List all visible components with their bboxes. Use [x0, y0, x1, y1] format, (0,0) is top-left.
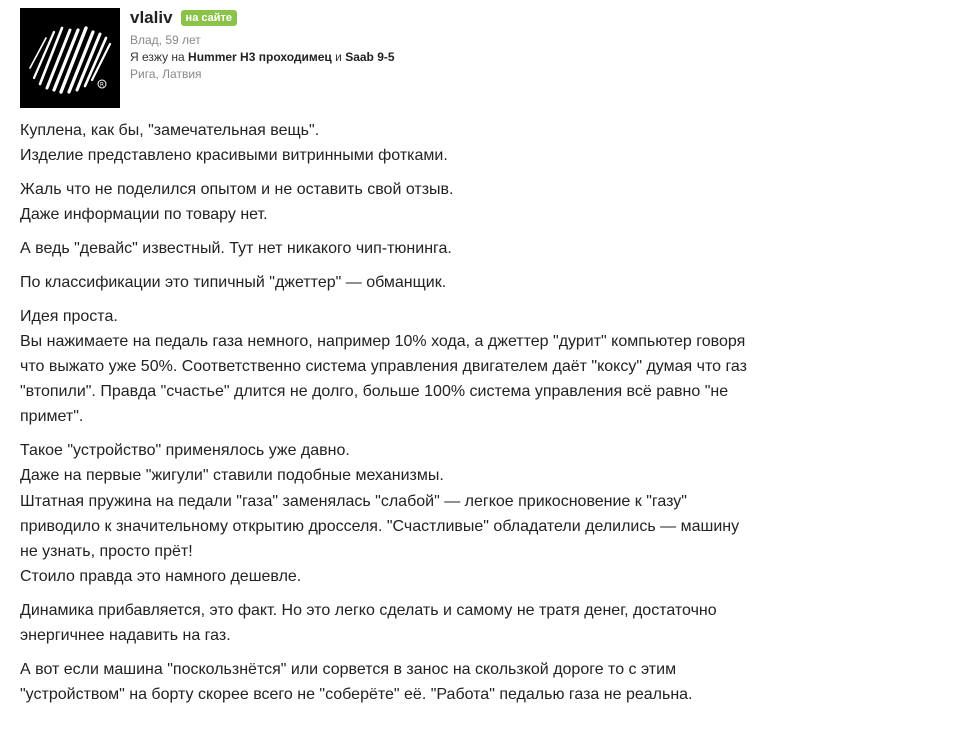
post-line: По классификации это типичный "джеттер" — обманщик.	[20, 273, 447, 291]
car-link-2[interactable]: Saab 9-5	[345, 50, 395, 64]
post-paragraph	[20, 438, 820, 589]
post-paragraph	[20, 118, 820, 168]
post-paragraph	[20, 236, 820, 261]
name-row	[130, 8, 730, 28]
post-line: Такое "устройство" применялось уже давно.	[20, 442, 350, 460]
post-paragraph	[20, 598, 820, 648]
post-line: Штатная пружина на педали "газа" заменялась "слабой" — легкое прикосновение к "газу"	[20, 492, 687, 510]
name-age: Влад, 59 лет	[130, 33, 201, 47]
avatar[interactable]	[20, 8, 120, 108]
post-line: энергичнее надавить на газ.	[20, 627, 231, 645]
drives-prefix: Я езжу на	[130, 50, 189, 64]
username-link[interactable]: vlaliv	[130, 8, 173, 27]
author-meta	[130, 8, 730, 83]
post-line: примет".	[20, 408, 84, 426]
location: Рига, Латвия	[130, 67, 202, 81]
post-line: не узнать, просто прёт!	[20, 543, 193, 561]
avatar-logo-icon	[20, 8, 120, 108]
post-line: что выжато уже 50%. Соответственно система управления двигателем даёт "коксу" думая что газ	[20, 358, 747, 375]
post-line: Даже на первые "жигули" ставили подобные механизмы.	[20, 467, 444, 485]
svg-text:R: R	[99, 81, 105, 89]
post-body	[20, 118, 820, 716]
post-paragraph	[20, 657, 820, 707]
post-line: А ведь "девайс" известный. Тут нет никакого чип-тюнинга.	[20, 240, 452, 257]
post-line: приводило к значительному открытию дросселя. "Счастливые" обладатели делились — машину	[20, 517, 740, 535]
post-line: "устройством" на борту скорее всего не "соберёте" её. "Работа" педалью газа не реальна.	[20, 686, 693, 704]
post-line: "втопили". Правда "счастье" длится не долго, больше 100% система управления всё равно "не	[20, 383, 729, 401]
post-line: Идея проста.	[20, 307, 118, 325]
car-link-1[interactable]: Hummer H3 проходимец	[188, 50, 332, 64]
online-status-badge: на сайте	[181, 10, 237, 26]
drives-line	[130, 49, 730, 66]
post-paragraph	[20, 304, 820, 430]
drives-and: и	[331, 50, 346, 64]
post-paragraph	[20, 270, 820, 295]
post-line: Стоило правда это намного дешевле.	[20, 568, 302, 586]
post-line: Даже информации по товару нет.	[20, 206, 268, 224]
post-line: А вот если машина "поскользнётся" или сорвется в занос на скользкой дороге то с этим	[20, 661, 677, 679]
post-paragraph	[20, 177, 820, 227]
post-line: Вы нажимаете на педаль газа немного, например 10% хода, а джеттер "дурит" компьютер говоря	[20, 332, 746, 350]
post-line: Куплена, как бы, "замечательная вещь".	[20, 122, 320, 139]
post-line: Динамика прибавляется, это факт. Но это легко сделать и самому не тратя денег, достаточно	[20, 602, 717, 620]
post-line: Жаль что не поделился опытом и не оставить свой отзыв.	[20, 181, 454, 198]
post-line: Изделие представлено красивыми витринными фотками.	[20, 147, 448, 165]
